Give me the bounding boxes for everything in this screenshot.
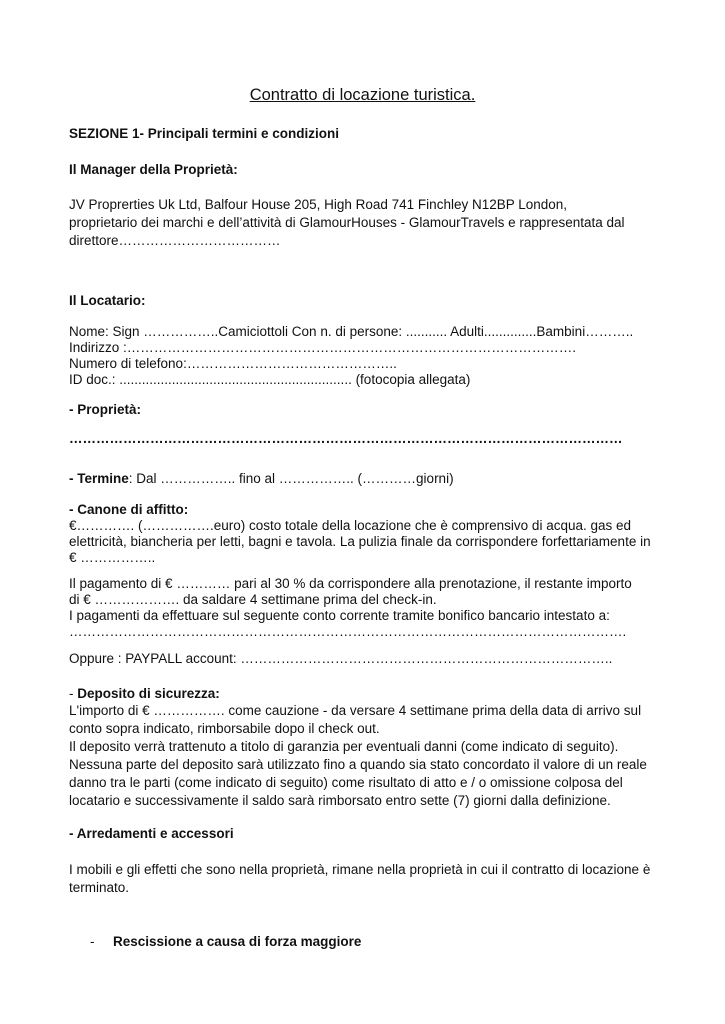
manager-director-line: direttore……………………………… xyxy=(69,233,281,248)
deposit-heading: Deposito di sicurezza: xyxy=(77,686,220,701)
deposit-line: Il deposito verrà trattenuto a titolo di garanzia per eventuali danni (come indicato di seguito). xyxy=(69,739,619,754)
property-heading: - Proprietà: xyxy=(69,402,142,417)
furnishings-heading: - Arredamenti e accessori xyxy=(69,826,234,841)
tenant-address-line: Indirizzo :………………………………………………………………………………………. xyxy=(69,340,577,355)
deposit-line: L'importo di € ……………. come cauzione - da versare 4 settimane prima della data di arrivo sul xyxy=(69,703,642,718)
document-title: Contratto di locazione turistica. xyxy=(249,86,476,104)
furnishings-line: terminato. xyxy=(69,880,130,895)
manager-address-line: JV Proprerties Uk Ltd, Balfour House 205, High Road 741 Finchley N12BP London, xyxy=(69,197,568,212)
deposit-line: Nessuna parte del deposito sarà utilizzato fino a quando sia stato concordato il valore di un reale xyxy=(69,757,647,772)
property-line: …………………………………………………………………………………………………………… xyxy=(69,431,623,446)
tenant-name-line: Nome: Sign ……………..Camiciottoli Con n. di persone: ........... Adulti..............Bambini……….. xyxy=(69,324,634,339)
rent-line: € …………….. xyxy=(69,550,156,565)
termination-bullet: - xyxy=(90,934,95,949)
manager-brand-line: proprietario dei marchi e dell’attività di GlamourHouses - GlamourTravels e rappresentata dal xyxy=(69,215,625,230)
termination-heading: Rescissione a causa di forza maggiore xyxy=(113,934,362,949)
rent-line: €…………. (…………….euro) costo totale della locazione che è comprensivo di acqua. gas ed xyxy=(69,518,632,533)
payment-line: Il pagamento di € ………… pari al 30 % da corrispondere alla prenotazione, il restante importo xyxy=(69,576,632,591)
paypal-line: Oppure : PAYPALL account: ……………………………………………………………………….. xyxy=(69,651,613,666)
rent-heading: - Canone di affitto: xyxy=(69,502,189,517)
tenant-heading: Il Locatario: xyxy=(69,293,146,308)
furnishings-line: I mobili e gli effetti che sono nella proprietà, rimane nella proprietà in cui il contratto di locazione è xyxy=(69,862,651,877)
term-text: : Dal …………….. fino al …………….. (…………giorni) xyxy=(128,471,454,486)
bank-account-line: ……………………………………………………………………………………………………………. xyxy=(69,624,627,639)
deposit-line: danno tra le parti (come indicato di seguito) come risultato di atto e / o omissione colposa del xyxy=(69,775,623,790)
tenant-id-line: ID doc.: .............................................................. (fotocopia allegata) xyxy=(69,372,471,387)
payment-line: di € ………………. da saldare 4 settimane prima del check-in. xyxy=(69,592,437,607)
term-label: - Termine xyxy=(69,471,129,486)
deposit-heading-line xyxy=(69,685,220,703)
payment-line: I pagamenti da effettuare sul seguente conto corrente tramite bonifico bancario intestato a: xyxy=(69,608,610,623)
deposit-line: conto sopra indicato, rimborsabile dopo il check out. xyxy=(69,721,380,736)
deposit-line: locatario e successivamente il saldo sarà rimborsato entro sette (7) giorni dalla definizione. xyxy=(69,793,611,808)
term-line xyxy=(69,470,454,488)
manager-heading: Il Manager della Proprietà: xyxy=(69,162,238,177)
deposit-prefix: - xyxy=(69,686,78,701)
tenant-phone-line: Numero di telefono:……………………………………….. xyxy=(69,356,397,371)
section-heading: SEZIONE 1- Principali termini e condizioni xyxy=(69,126,340,141)
rent-line: elettricità, biancheria per letti, bagni e tavola. La pulizia finale da corrispondere forfettariamente in xyxy=(69,534,651,549)
